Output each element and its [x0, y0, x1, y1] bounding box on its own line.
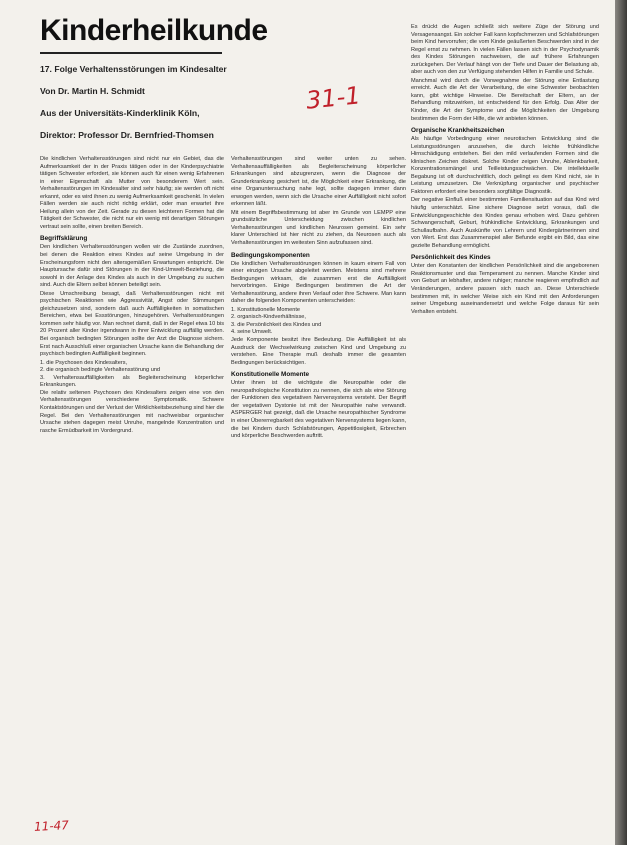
paragraph: Unter den Konstanten der kindlichen Persönlichkeit sind die angeborenen Reaktionsmuster und das Temperament zu nennen. Manche Kinder sind von Geburt an lebhafter, andere ruhiger; manche reagieren empfindlich auf Veränderungen, andere passen sich rasch an. Diese Unterschiede bestimmen mit, in welcher Weise sich ein Kind mit den Anforderungen seiner Umgebung auseinandersetzt und welche Folge daraus für sein Verhalten entsteht.: [411, 263, 599, 315]
paragraph: Als häufige Vorbedingung einer neurotischen Entwicklung sind die Leistungsstörungen anzusehen, die durch leichte frühkindliche Hirnschädigung entstehen. Bei den mild verlaufenden Formen sind die klinischen Zeichen diskret. Solche Kinder zeigen Unruhe, Ablenkbarkeit, Konzentrationsmängel und Teilleistungsschwächen. Die intellektuelle Begabung ist oft durchschnittlich, doch gelingt es dem Kind nicht, sie in Leistung umzusetzen. Die Verknüpfung organischer und psychischer Faktoren erfordert eine besonders sorgfältige Diagnostik.: [411, 136, 599, 195]
section-heading: Organische Krankheitszeichen: [411, 127, 505, 135]
paragraph: Den kindlichen Verhaltensstörungen wollen wir die Zustände zuordnen, bei denen die Reaktion eines Kindes auf seine Umgebung in der Erscheinungsform nicht den altersgemäßen Erwartungen entspricht. Die Hauptursache dafür sind Störungen in der Kind-Umwelt-Beziehung, die sowohl in der Anlage des Kindes als auch in der Umgebung zu suchen sind. Auch die Eltern selbst können beteiligt sein.: [40, 244, 224, 289]
director-line: Direktor: Professor Dr. Bernfried-Thomsen: [40, 130, 214, 140]
paragraph: Unter ihnen ist die wichtigste die Neuropathie oder die neuropathologische Konstitution zu nennen, die sich als eine Störung der Funktionen des vegetativen Nervensystems versteht. Der Begriff der vegetativen Dystonie ist mit der Neuropathie nahe verwandt. ASPERGER hat gezeigt, daß die Ursache neuropathischer Syndrome in einer Übererregbarkeit des vegetativen Nervensystems liegen kann, die bei Kindern durch Schlafstörungen, Appetitlosigkeit, Erbrechen und körperliche Beschwerden auftritt.: [231, 380, 406, 440]
article-title: Kinderheilkunde: [40, 14, 268, 47]
paragraph: Diese Umschreibung besagt, daß Verhaltensstörungen nicht mit psychischen Reaktionen wie Aggressivität, Angst oder Stimmungen gleichzusetzen sind, sondern daß auch Auffälligkeiten in somatischen Bereichen, etwa bei Essstörungen, hinzugehören. Verhaltensstörungen kommen sehr häufig vor. Man rechnet damit, daß in der Regel etwa 10 bis 20 Prozent aller Kinder irgendwann in ihrer Entwicklung auffällig werden. Bei organisch bedingten Störungen sollte der Arzt die Diagnose sichern. Erst nach Ausschluß einer organischen Ursache kann die Behandlung der psychisch bedingten Auffälligkeit beginnen.: [40, 290, 224, 358]
list-item: 4. seine Umwelt.: [231, 329, 273, 336]
handwritten-note-top: 31-1: [304, 81, 362, 115]
paragraph: Verhaltensstörungen sind weiter unten zu sehen. Verhaltensauffälligkeiten als Begleiterscheinung körperlicher Erkrankungen sind abzugrenzen, wenn die Diagnose der Grunderkrankung gesichert ist, die Möglichkeit einer Erkrankung, die eine Organuntersuchung nahe legt, sollte dagegen immer dann erwogen werden, wenn sich die Ursache einer Auffälligkeit nicht sofort erkennen läßt.: [231, 156, 406, 208]
list-item: 1. die Psychosen des Kindesalters,: [40, 359, 128, 366]
section-heading: Konstitutionelle Momente: [231, 371, 310, 379]
paragraph: Die kindlichen Verhaltensstörungen sind nicht nur ein Gebiet, das die Aufmerksamkeit der in der Praxis tätigen oder in der Kinderpsychiatrie tätigen Schwester erfordert, sie können auch für einen wenig Erfahrenen in einer Eigenschaft als Mutter von besonderem Wert sein. Verhaltensstörungen im Kindesalter sind sehr häufig; sie werden oft nicht erkannt, oder es wird ihnen zu wenig Aufmerksamkeit geschenkt. In vielen Fällen werden sie auch nicht richtig erklärt, oder man erwartet ihre Heilung allein von der Zeit. Gerade zu diesen leichteren Formen hat die Tätigkeit der Schwester, die nicht nur ein wenig mit derartigen Störungen vertraut sein sollte, einen breiten Bereich.: [40, 156, 224, 230]
paragraph: Der negative Einfluß einer bestimmten Familiensituation auf das Kind wird häufig unterschätzt. Eine sichere Diagnose setzt voraus, daß die Entwicklungsgeschichte des Kindes genau erhoben wird. Dazu gehören Schwangerschaft, Geburt, frühkindliche Entwicklung, Erkrankungen und Schullaufbahn. Auch Auskünfte von Lehrern und Kindergärtnerinnen sind von Wert. Erst das Zusammenspiel aller Befunde ergibt ein Bild, das eine gezielte Behandlung ermöglicht.: [411, 197, 599, 249]
list-item: 1. Konstitutionelle Momente: [231, 306, 301, 313]
paragraph: Die relativ seltenen Psychosen des Kindesalters zeigen eine von den Verhaltensstörungen verschiedene Symptomatik. Schwere Kontaktstörungen und der Verlust der Wirklichkeitsbeziehung sind hier die Regel. Bei den Verhaltensstörungen mit nachweisbar organischer Ursache stehen dagegen meist Unruhe, mangelnde Konzentration und rasche Ermüdbarkeit im Vordergrund.: [40, 389, 224, 434]
institution-line: Aus der Universitäts-Kinderklinik Köln,: [40, 108, 200, 118]
handwritten-note-bottom: 11-47: [33, 818, 70, 834]
text-column-2: [231, 156, 406, 816]
list-item: 3. die Persönlichkeit des Kindes und: [231, 321, 322, 328]
section-heading: Begriffsklärung: [40, 235, 88, 243]
paragraph: Mit einem Begriffsbestimmung ist aber im Grunde von LEMPP eine grundsätzliche Unterscheidung zwischen kindlichen Verhaltensstörungen und kindlichen Neurosen gemeint. Ein sehr klarer Unterschied ist hier nicht zu ziehen, da Neurosen auch als Verhaltensstörungen im weitesten Sinn aufzufassen sind.: [231, 209, 406, 247]
text-column-1: [40, 156, 224, 816]
list-item: 3. Verhaltensauffälligkeiten als Begleiterscheinung körperlicher Erkrankungen.: [40, 374, 224, 389]
title-rule: [40, 52, 222, 54]
paragraph: Manchmal wird durch die Vorwegnahme der Störung eine Entlastung erreicht. Auch die Art der Verarbeitung, die eine Schwester beobachten kann, gibt wichtige Hinweise. Die Bereitschaft der Eltern, an der Behandlung mitzuwirken, ist entscheidend für den Erfolg. Das Alter der Kinder, die Art der Symptome und die Möglichkeiten der Umgebung bestimmen die Form der Hilfe, die wir anbieten können.: [411, 77, 599, 122]
text-column-3: [411, 24, 599, 820]
section-heading: Persönlichkeit des Kindes: [411, 254, 491, 262]
paragraph: Es drückt die Augen schließt sich weitere Züge der Störung und Versagensangst. Ein solcher Fall kann kopfschmerzen und Schlafstörungen beim Kind hervorrufen; die vom Kinde geäußerten Beschwerden sind in der Regel ernst zu nehmen. In vielen Fällen lassen sich in der Psychodynamik des Kindes Störungen nachweisen, die auf frühere Erfahrungen zurückgehen. Der Verlauf hängt von der Tiefe und Dauer der Belastung ab, aber auch von den zur Verfügung stehenden Hilfen in Familie und Schule.: [411, 24, 599, 76]
book-binding-edge: [615, 0, 627, 845]
list-item: 2. organisch-Kindverhältnisse,: [231, 314, 306, 321]
paragraph: Die kindlichen Verhaltensstörungen können in kaum einem Fall von einer einzigen Ursache abgeleitet werden. Meistens sind mehrere Bedingungen wirksam, die zusammen erst die Auffälligkeit hervorbringen. Einige Bedingungen bestimmen die Art der Verhaltensstörung, andere ihren Verlauf oder ihre Schwere. Man kann daher die folgenden Komponenten unterscheiden:: [231, 260, 406, 305]
author-line: Von Dr. Martin H. Schmidt: [40, 86, 145, 96]
section-heading: Bedingungskomponenten: [231, 251, 310, 259]
series-line: 17. Folge Verhaltensstörungen im Kindesalter: [40, 64, 227, 74]
list-item: 2. die organisch bedingte Verhaltensstörung und: [40, 367, 161, 374]
paragraph: Jede Komponente besitzt ihre Bedeutung. Die Auffälligkeit ist als Ausdruck der Wechselwirkung zwischen Kind und Umgebung zu verstehen. Eine Therapie muß deshalb immer die gesamten Bedingungen berücksichtigen.: [231, 337, 406, 366]
